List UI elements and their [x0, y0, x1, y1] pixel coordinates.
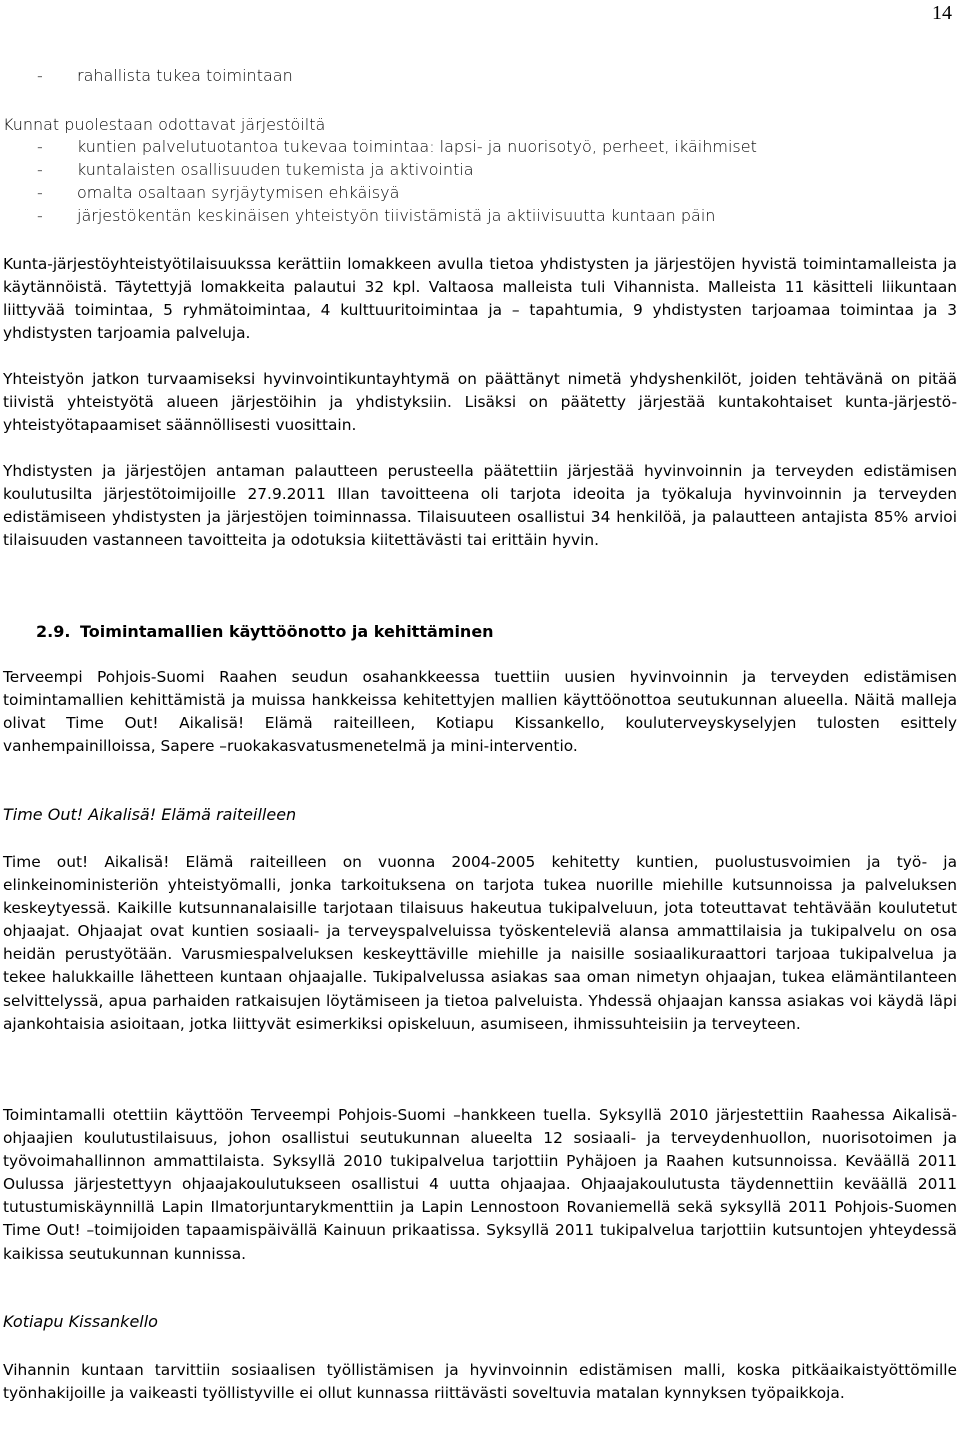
section-intro: [3, 666, 957, 758]
expectation-item-text: kuntalaisten osallisuuden tukemista ja aktivointia: [77, 160, 474, 179]
timeout-heading: Time Out! Aikalisä! Elämä raiteilleen: [3, 805, 297, 824]
expectation-item: - omalta osaltaan syrjäytymisen ehkäisyä: [37, 183, 400, 202]
expectations-intro: Kunnat puolestaan odottavat järjestöiltä: [3, 115, 326, 134]
expectation-item: - kuntalaisten osallisuuden tukemista ja aktivointia: [37, 160, 474, 179]
paragraph-text: Yhdistysten ja järjestöjen antaman palautteen perusteella päätettiin järjestää hyvinvoinnin ja terveyden edistämisen koulutusilta järjestötoimijoille 27.9.2011 Illan tavoitteena oli tarjota ideoita ja työkaluja hyvinvoinnin ja terveyden edistämiseen yhdistysten ja järjestöjen toiminnassa. Tilaisuuteen osallistui 34 henkilöä, ja palautteen antajista 85% arvioi tilaisuuden vastanneen tavoitteita ja odotuksia kiitettävästi tai erittäin hyvin.: [3, 462, 957, 550]
support-bullet-text: rahallista tukea toimintaan: [77, 66, 293, 85]
paragraph-text: Yhteistyön jatkon turvaamiseksi hyvinvointikuntayhtymä on päättänyt nimetä yhdyshenkilöt, joiden tehtävänä on pitää tiivistä yhteistyötä alueen järjestöihin ja yhdistyksiin. Lisäksi on päätetty järjestää kuntakohtaiset kunta-järjestö-yhteistyötapaamiset säännöllisesti vuosittain.: [3, 370, 957, 435]
timeout-paragraph-2: [3, 1104, 957, 1266]
paragraph-text: Terveempi Pohjois-Suomi Raahen seudun osahankkeessa tuettiin uusien hyvinvoinnin ja terveyden edistämisen toimintamallien kehittämistä ja muissa hankkeissa kehitettyjen mallien käyttöönottoa seutukunnan alueella. Näitä malleja olivat Time Out! Aikalisä! Elämä raiteilleen, Kotiapu Kissankello, kouluterveyskyselyjen tulosten esittely vanhempainilloissa, Sapere –ruokakasvatusmenetelmä ja mini-interventio.: [3, 668, 957, 756]
section-heading: [36, 622, 494, 641]
expectation-item: - kuntien palvelutuotantoa tukevaa toimintaa: lapsi- ja nuorisotyö, perheet, ikäihmiset: [37, 137, 757, 156]
expectation-item-text: kuntien palvelutuotantoa tukevaa toimintaa: lapsi- ja nuorisotyö, perheet, ikäihmiset: [77, 137, 757, 156]
paragraph-text: Vihannin kuntaan tarvittiin sosiaalisen työllistämisen ja hyvinvoinnin edistämisen malli, koska pitkäaikaistyöttömille työnhakijoille ja vaikeasti työllistyville ei ollut kunnassa riittävästi soveltuvia matalan kynnyksen työpaikkoja.: [3, 1361, 957, 1403]
kotiapu-paragraph: [3, 1359, 957, 1405]
expectation-item: - järjestökentän keskinäisen yhteistyön tiivistämistä ja aktiivisuutta kuntaan päin: [37, 206, 716, 225]
support-bullet: - rahallista tukea toimintaan: [37, 66, 293, 85]
section-title: Toimintamallien käyttöönotto ja kehittäminen: [80, 622, 494, 641]
paragraph-text: Toimintamalli otettiin käyttöön Terveempi Pohjois-Suomi –hankkeen tuella. Syksyllä 2010 järjestettiin Raahessa Aikalisä-ohjaajien koulutustilaisuus, johon osallistui seutukunnan alueelta 12 sosiaali- ja terveydenhuollon, nuorisotoimen ja työvoimahallinnon ammattilaista. Syksyllä 2010 tukipalvelua tarjottiin Pyhäjoen ja Raahen kutsunnoissa. Keväällä 2011 Oulussa järjestettyyn ohjaajakoulutukseen osallistui 4 uutta ohjaajaa. Ohjaajakoulutusta täydennettiin keväällä 2011 tutustumiskäynnillä Lapin Ilmatorjuntarykmenttiin ja Lapin Lennostoon Rovaniemellä sekä syksyllä 2011 Pohjois-Suomen Time Out! –toimijoiden tapaamispäivällä Kainuun prikaatissa. Syksyllä 2011 tukipalvelua tarjottiin kutsuntojen yhteydessä kaikissa seutukunnan kunnissa.: [3, 1106, 957, 1263]
paragraph-contacts: [3, 368, 957, 437]
section-number: 2.9.: [36, 622, 71, 641]
expectation-item-text: järjestökentän keskinäisen yhteistyön tiivistämistä ja aktiivisuutta kuntaan päin: [77, 206, 716, 225]
paragraph-text: Time out! Aikalisä! Elämä raiteilleen on vuonna 2004-2005 kehitetty kuntien, puolustusvoimien ja työ- ja elinkeinoministeriön yhteistyömalli, jonka tarkoituksena on tarjota tukea nuorille miehille kutsunnoissa ja palveluksen keskeytyessä. Kaikille kutsunnanalaisille tarjotaan tilaisuus hakeutua tukipalveluun, jota toteuttavat tehtävään koulutetut ohjaajat. Ohjaajat ovat kuntien sosiaali- ja terveyspalveluissa työskenteleviä alansa ammattilaisia ja tukipalvelu on osa heidän perustyötään. Varusmiespalveluksen keskeyttäville miehille ja naisille sosiaalikuraattori tarjoaa tukipalvelua ja tekee halukkaille lähetteen kuntaan ohjaajalle. Tukipalvelussa asiakas saa oman nimetyn ohjaajan, tukea elämäntilanteen selvittelyssä, apua parhaiden ratkaisujen löytämiseen ja tietoa palveluista. Yhdessä ohjaajan kanssa asiakas voi käydä läpi ajankohtaisia asioitaan, jotka liittyvät esimerkiksi opiskeluun, asumiseen, ihmissuhteisiin ja terveyteen.: [3, 853, 957, 1033]
page-number: 14: [932, 2, 952, 24]
kotiapu-heading: Kotiapu Kissankello: [3, 1312, 158, 1331]
expectation-item-text: omalta osaltaan syrjäytymisen ehkäisyä: [77, 183, 400, 202]
timeout-paragraph-1: [3, 851, 957, 1036]
paragraph-training: [3, 460, 957, 552]
paragraph-forms: [3, 253, 957, 345]
paragraph-text: Kunta-järjestöyhteistyötilaisuukssa kerättiin lomakkeen avulla tietoa yhdistysten ja järjestöjen hyvistä toimintamalleista ja käytännöistä. Täytettyjä lomakkeita palautui 32 kpl. Valtaosa malleista tuli Vihannista. Malleista 11 käsitteli liikuntaan liittyvää toimintaa, 5 ryhmätoimintaa, 4 kulttuuritoimintaa ja – tapahtumia, 9 yhdistysten tarjoamaa toimintaa ja 3 yhdistysten tarjoamia palveluja.: [3, 255, 957, 343]
